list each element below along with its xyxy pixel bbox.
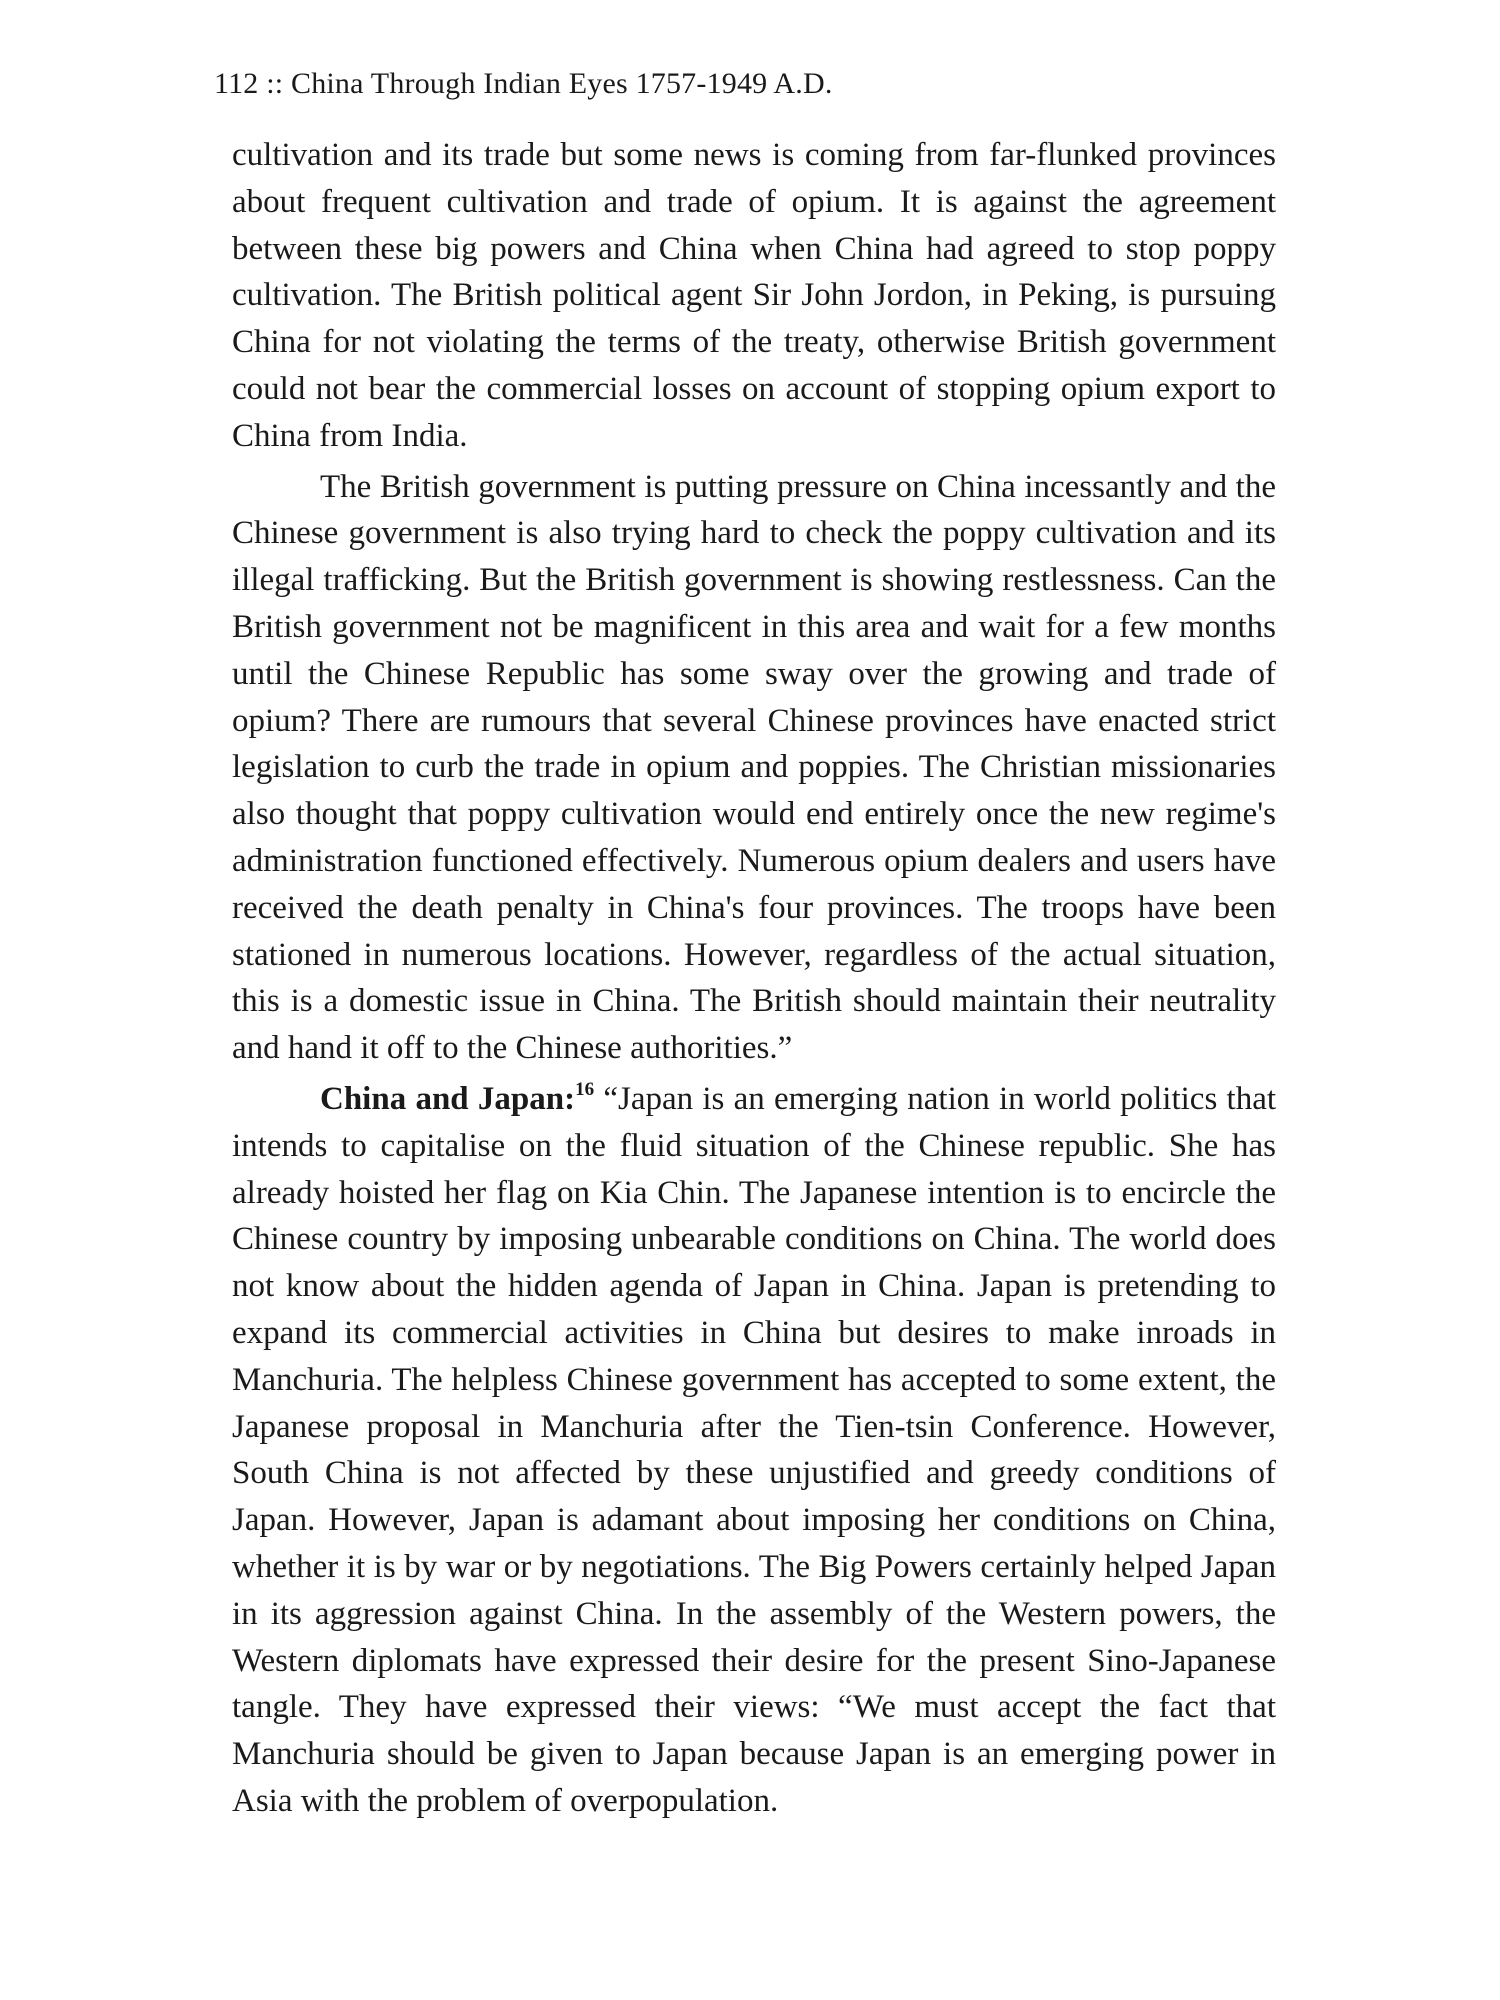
running-head-separator: :: [266, 67, 284, 100]
body-text [232, 132, 1276, 1829]
paragraph-british-pressure [232, 464, 1276, 1072]
paragraph-text: “Japan is an emerging nation in world politics that intends to capitalise on the fluid situation of the Chinese republic. She has already hoisted her flag on Kia Chin. The Japanese intention is to encircle the Chinese country by imposing unbearable conditions on China. The world does not know about the hidden agenda of Japan in China. Japan is pretending to expand its commercial activities in China but desires to make inroads in Manchuria. The helpless Chinese government has accepted to some extent, the Japanese proposal in Manchuria after the Tien-tsin Conference. However, South China is not affected by these unjustified and greedy conditions of Japan. However, Japan is adamant about imposing her conditions on China, whether it is by war or by negotiations. The Big Powers certainly helped Japan in its aggression against China. In the assembly of the Western powers, the Western diplomats have expressed their desire for the present Sino-Japanese tangle. They have expressed their views: “We must accept the fact that Manchuria should be given to Japan because Japan is an emerging power in Asia with the problem of overpopulation. [232, 1080, 1277, 1819]
paragraph-text: The British government is putting pressure on China incessantly and the Chinese government is also trying hard to check the poppy cultivation and its illegal trafficking. But the British government is showing restlessness. Can the British government not be magnificent in this area and wait for a few months until the Chinese Republic has some sway over the growing and trade of opium? There are rumours that several Chinese provinces have enacted strict legislation to curb the trade in opium and poppies. The Christian missionaries also thought that poppy cultivation would end entirely once the new regime's administration functioned effectively. Numerous opium dealers and users have received the death penalty in China's four provinces. The troops have been stationed in numerous locations. However, regardless of the actual situation, this is a domestic issue in China. The British should maintain their neutrality and hand it off to the Chinese authorities.” [232, 468, 1276, 1067]
footnote-marker: 16 [575, 1078, 595, 1100]
paragraph-continued [232, 132, 1276, 460]
running-head [214, 66, 833, 102]
book-title: China Through Indian Eyes 1757-1949 A.D. [290, 67, 833, 100]
paragraph-china-and-japan [232, 1076, 1276, 1825]
page-number: 112 [214, 67, 259, 100]
section-heading: China and Japan: [320, 1080, 576, 1117]
paragraph-text: cultivation and its trade but some news is coming from far-flunked provinces about frequent cultivation and trade of opium. It is against the agreement between these big powers and China when China had agreed to stop poppy cultivation. The British political agent Sir John Jordon, in Peking, is pursuing China for not violating the terms of the treaty, otherwise British government could not bear the commercial losses on account of stopping opium export to China from India. [232, 137, 1276, 454]
